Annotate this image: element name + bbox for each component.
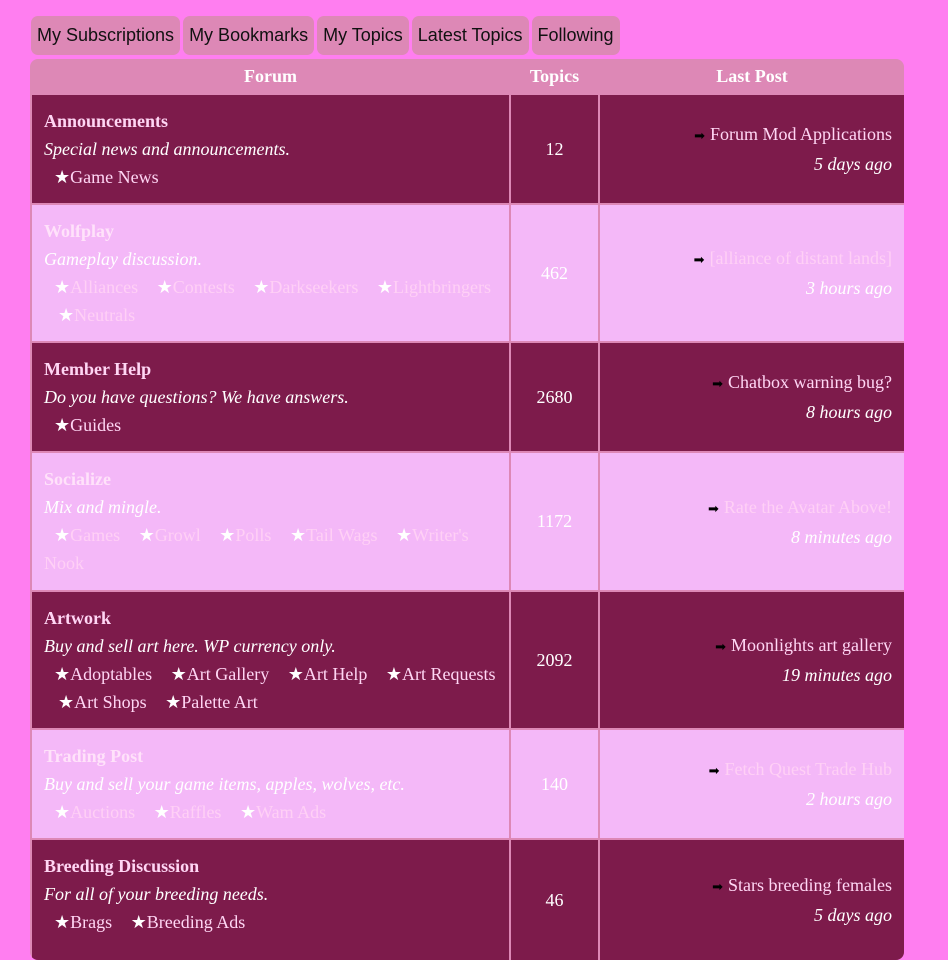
arrow-right-icon: ➡ [694,128,705,143]
forum-description: Special news and announcements. [44,139,290,159]
topic-count: 12 [511,95,598,203]
forum-cell [32,343,509,451]
subforum-link[interactable]: Polls [235,525,272,545]
last-post-line [712,368,892,398]
forum-name-link[interactable]: Trading Post [44,746,144,766]
subforum-list [44,411,497,439]
last-post-line [715,631,892,661]
arrow-right-icon: ➡ [693,252,705,267]
last-post-cell [600,95,904,203]
subforum-link[interactable]: Lightbringers [393,277,492,297]
subforum-item [226,802,326,822]
subforum-item [44,692,147,712]
subforum-item [44,277,138,297]
star-icon: ★ [253,277,270,297]
last-post-cell [600,840,904,960]
topic-count: 140 [511,730,598,838]
star-icon: ★ [54,415,71,435]
forum-row [32,95,902,203]
star-icon: ★ [54,525,71,545]
header-forum: Forum [244,65,297,86]
star-icon: ★ [396,525,413,545]
header-last-post: Last Post [716,65,788,86]
star-icon: ★ [385,664,402,684]
last-post-time: 8 minutes ago [791,526,892,547]
forum-name-link[interactable]: Breeding Discussion [44,856,200,876]
arrow-right-icon: ➡ [712,879,724,894]
subforum-item [157,664,270,684]
forum-rows [32,95,902,960]
last-post-link[interactable]: Moonlights art gallery [731,635,892,655]
forum-name-link[interactable]: Artwork [44,608,111,628]
last-post-link[interactable]: Forum Mod Applications [709,124,892,144]
subforum-link[interactable]: Contests [172,277,235,297]
arrow-right-icon: ➡ [708,763,720,778]
star-icon: ★ [54,664,71,684]
last-post-cell [600,343,904,451]
forum-name-link[interactable]: Wolfplay [44,221,115,241]
star-icon: ★ [54,912,71,932]
arrow-right-icon: ➡ [707,500,719,516]
star-icon: ★ [130,912,147,932]
subforum-list [44,798,497,826]
forum-cell [32,840,509,960]
subforum-link[interactable]: Art Shops [74,692,147,712]
star-icon: ★ [54,277,71,297]
subforum-item [274,664,368,684]
forum-description: For all of your breeding needs. [44,884,269,904]
star-icon: ★ [58,692,75,712]
forum-description: Mix and mingle. [44,497,162,517]
star-icon: ★ [170,664,187,684]
star-icon: ★ [219,525,236,545]
last-post-time: 2 hours ago [805,789,892,809]
subforum-item [143,277,235,297]
subforum-item [151,692,258,712]
topic-count: 2092 [511,592,598,728]
subforum-item [44,525,120,545]
forum-description: Do you have questions? We have answers. [44,387,349,407]
forum-cell [32,205,509,341]
subforum-link[interactable]: Breeding Ads [146,912,246,932]
arrow-right-icon: ➡ [715,639,727,654]
subforum-item [276,525,378,545]
nav-my-topics[interactable]: My Topics [317,16,409,55]
star-icon: ★ [289,525,307,545]
header-topics: Topics [529,65,580,86]
subforum-link[interactable]: Art Help [303,664,368,684]
topic-count: 46 [511,840,598,960]
forum-row [32,453,902,590]
subforum-link[interactable]: Palette Art [181,692,258,712]
nav-latest-topics[interactable]: Latest Topics [412,16,529,55]
last-post-time: 5 days ago [814,154,892,174]
forum-row [32,592,902,728]
last-post-time: 19 minutes ago [782,665,892,685]
topic-count: 2680 [511,343,598,451]
last-post-time: 8 hours ago [805,402,892,422]
star-icon: ★ [138,525,155,545]
star-icon: ★ [54,802,71,822]
star-icon: ★ [153,802,170,822]
forum-row [32,343,902,451]
topic-count: 462 [511,205,598,341]
subforum-link[interactable]: Guides [70,415,122,435]
subforum-item [205,525,271,545]
forum-description: Buy and sell art here. WP currency only. [44,636,336,656]
nav-my-bookmarks[interactable]: My Bookmarks [183,16,314,55]
forum-description: Buy and sell your game items, apples, wolves, etc. [44,774,405,794]
subforum-item [363,277,491,297]
subforum-item [44,415,121,435]
subforum-link[interactable]: Art Gallery [186,664,270,684]
subforum-item [44,167,159,187]
subforum-link[interactable]: Wam Ads [256,802,327,822]
nav-following[interactable]: Following [532,16,620,55]
star-icon: ★ [239,802,257,822]
last-post-time: 5 days ago [814,905,892,925]
forum-name-link[interactable]: Socialize [44,469,111,489]
forum-description: Gameplay discussion. [44,249,202,269]
star-icon: ★ [376,277,394,297]
arrow-right-icon: ➡ [712,376,724,391]
subforum-link[interactable]: Writer's Nook [44,525,469,573]
star-icon: ★ [165,692,182,712]
subforum-item [117,912,246,932]
last-post-link[interactable]: Rate the Avatar Above! [723,496,892,517]
forum-cell [32,730,509,838]
subforum-list [44,163,497,191]
subforum-list [44,660,497,716]
forum-cell [32,95,509,203]
forum-row [32,205,902,341]
subforum-list [44,908,497,936]
last-post-cell [600,592,904,728]
subforum-list [44,273,497,329]
subforum-link[interactable]: Game News [70,167,159,187]
subforum-item [44,802,135,822]
table-header [32,59,902,93]
last-post-link[interactable]: Fetch Quest Trade Hub [724,759,892,779]
last-post-line [694,244,892,274]
subforum-item [125,525,201,545]
subforum-link[interactable]: Tail Wags [306,525,378,545]
subforum-link[interactable]: Auctions [70,802,136,822]
star-icon: ★ [58,305,75,325]
subforum-item [140,802,222,822]
forum-row [32,730,902,838]
last-post-line [694,120,892,150]
forum-name-link[interactable]: Member Help [44,359,152,379]
last-post-time: 3 hours ago [805,278,892,298]
last-post-line [709,755,892,785]
subforum-item [44,912,112,932]
forum-table [30,59,904,960]
top-nav [31,16,620,55]
last-post-cell [600,205,904,341]
last-post-link[interactable]: [alliance of distant lands] [709,248,892,268]
forum-name-link[interactable]: Announcements [44,111,169,131]
subforum-link[interactable]: Alliances [70,277,139,297]
subforum-link[interactable]: Brags [70,912,113,932]
last-post-line [712,871,892,901]
subforum-item [44,305,135,325]
subforum-link[interactable]: Growl [154,525,201,545]
last-post-cell [600,730,904,838]
subforum-link[interactable]: Art Requests [402,664,496,684]
subforum-link[interactable]: Darkseekers [269,277,359,297]
forum-cell [32,453,509,590]
subforum-link[interactable]: Games [70,525,121,545]
star-icon: ★ [156,277,173,297]
subforum-item [239,277,358,297]
subforum-link[interactable]: Adoptables [70,664,153,684]
last-post-link[interactable]: Chatbox warning bug? [728,372,892,392]
subforum-link[interactable]: Neutrals [74,305,136,325]
forum-row [32,840,902,960]
forum-cell [32,592,509,728]
star-icon: ★ [287,664,304,684]
subforum-item [44,664,152,684]
last-post-link[interactable]: Stars breeding females [728,875,892,895]
last-post-cell [600,453,904,590]
subforum-link[interactable]: Raffles [169,802,222,822]
subforum-list [44,521,497,577]
subforum-item [372,664,496,684]
star-icon: ★ [54,167,71,187]
nav-my-subscriptions[interactable]: My Subscriptions [31,16,180,55]
last-post-line [708,493,892,523]
topic-count: 1172 [511,453,598,590]
